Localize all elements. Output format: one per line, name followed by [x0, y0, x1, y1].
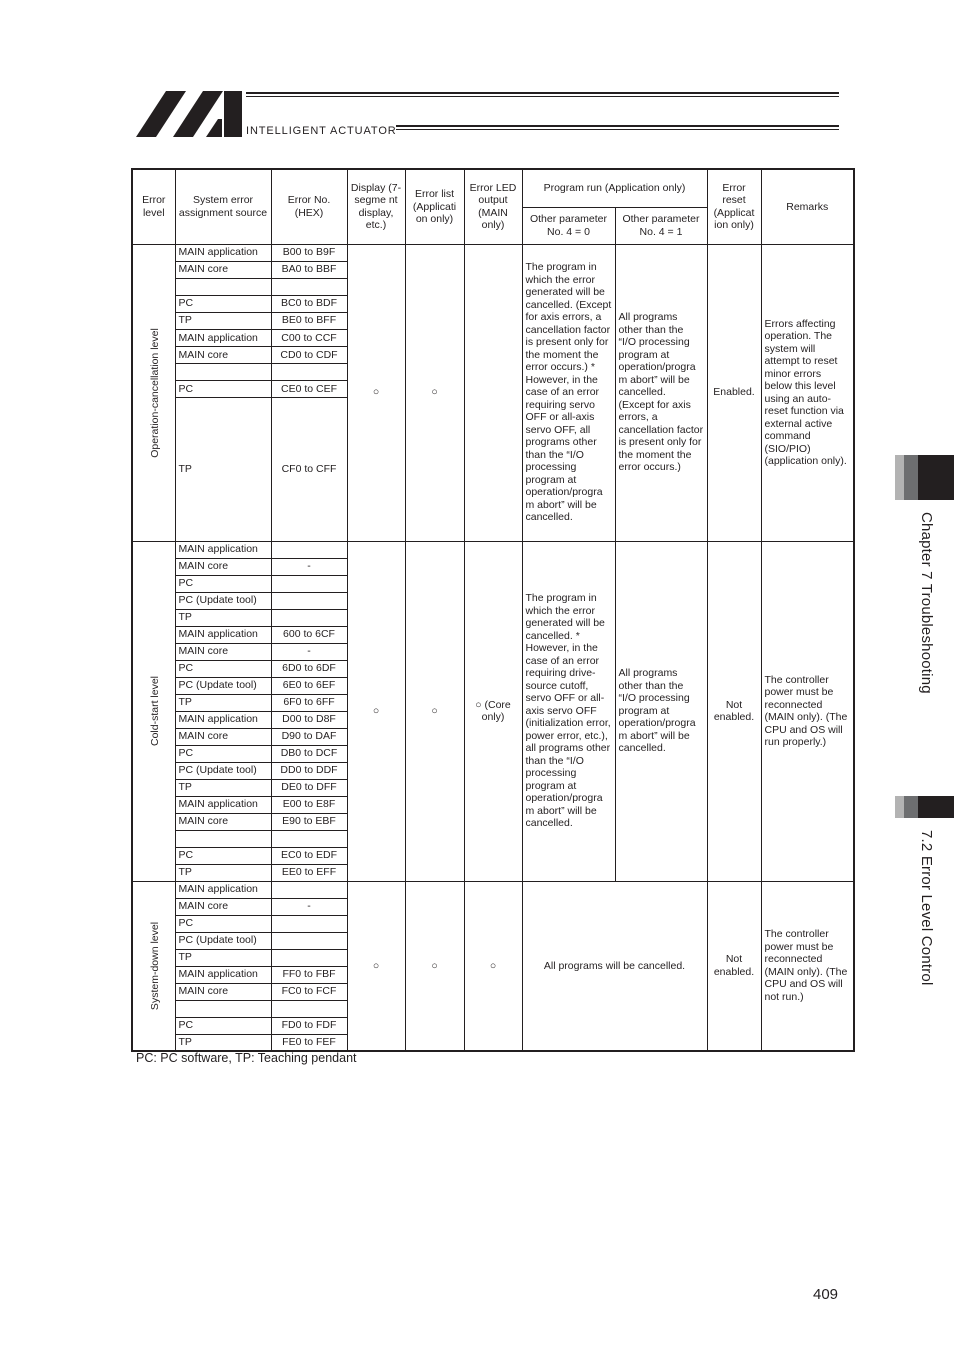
error-list-cell: ○ [405, 541, 464, 881]
error-no-cell [271, 949, 347, 966]
header-reset: Error reset (Applicat ion only) [707, 169, 761, 244]
source-cell: MAIN core [175, 558, 271, 575]
page-number: 409 [813, 1286, 839, 1303]
error-no-cell [271, 541, 347, 558]
header-rule [246, 96, 839, 97]
source-cell: PC [175, 660, 271, 677]
source-cell: PC (Update tool) [175, 762, 271, 779]
source-cell: TP [175, 397, 271, 541]
error-no-cell: 6F0 to 6FF [271, 694, 347, 711]
source-cell: PC [175, 915, 271, 932]
param-1-cell: All programs other than the “I/O processing program at operation/progra m abort” will be cancelled. [615, 541, 707, 881]
error-no-cell [271, 881, 347, 898]
source-cell: MAIN core [175, 261, 271, 278]
error-no-cell [271, 363, 347, 380]
header-error-no: Error No. (HEX) [271, 169, 347, 244]
error-no-cell: 600 to 6CF [271, 626, 347, 643]
header-error-level: Error level [132, 169, 175, 244]
error-no-cell: FF0 to FBF [271, 966, 347, 983]
header-error-list: Error list (Applicati on only) [405, 169, 464, 244]
display-cell: ○ [347, 541, 405, 881]
footnote: PC: PC software, TP: Teaching pendant [136, 1051, 357, 1065]
error-no-cell: CF0 to CFF [271, 397, 347, 541]
error-no-cell: FE0 to FEF [271, 1034, 347, 1051]
header-program-run: Program run (Application only) [522, 169, 707, 207]
section-tab-marker [918, 796, 954, 818]
error-no-cell: B00 to B9F [271, 244, 347, 261]
chapter-tab-marker [895, 455, 904, 500]
error-no-cell: FD0 to FDF [271, 1017, 347, 1034]
header-led: Error LED output (MAIN only) [464, 169, 522, 244]
chapter-tab-marker [918, 455, 954, 500]
header-rule [396, 129, 839, 130]
section-title: 7.2 Error Level Control [918, 830, 935, 986]
error-no-cell: CD0 to CDF [271, 346, 347, 363]
error-no-cell: E90 to EBF [271, 813, 347, 830]
header-param-1: Other parameter No. 4 = 1 [615, 207, 707, 244]
error-level-text: System-down level [148, 921, 161, 1010]
error-level-text: Cold-start level [148, 675, 161, 747]
error-level-label [132, 541, 175, 881]
brand-name: INTELLIGENT ACTUATOR [246, 125, 397, 137]
source-cell: PC [175, 745, 271, 762]
source-cell: MAIN core [175, 898, 271, 915]
error-no-cell: BC0 to BDF [271, 295, 347, 312]
chapter-tab-marker [904, 455, 918, 500]
error-no-cell: CE0 to CEF [271, 380, 347, 397]
error-no-cell [271, 575, 347, 592]
error-no-cell [271, 915, 347, 932]
table-row [132, 541, 854, 558]
source-cell: PC (Update tool) [175, 677, 271, 694]
error-list-cell: ○ [405, 881, 464, 1051]
header-rule [246, 92, 839, 94]
error-no-cell: D00 to D8F [271, 711, 347, 728]
error-no-cell: DB0 to DCF [271, 745, 347, 762]
source-cell [175, 363, 271, 380]
source-cell: TP [175, 864, 271, 881]
source-cell: MAIN application [175, 626, 271, 643]
error-no-cell: 6D0 to 6DF [271, 660, 347, 677]
reset-cell: Not enabled. [707, 541, 761, 881]
section-tab-marker [904, 796, 918, 818]
error-no-cell: E00 to E8F [271, 796, 347, 813]
table-row [132, 244, 854, 261]
remarks-cell: The controller power must be reconnected (MAIN only). (The CPU and OS will not run.) [761, 881, 854, 1051]
error-level-table [131, 168, 855, 1052]
error-no-cell: BA0 to BBF [271, 261, 347, 278]
error-no-cell [271, 278, 347, 295]
display-cell: ○ [347, 881, 405, 1051]
source-cell: TP [175, 694, 271, 711]
chapter-title: Chapter 7 Troubleshooting [918, 512, 935, 694]
source-cell: MAIN core [175, 983, 271, 1000]
source-cell: MAIN application [175, 796, 271, 813]
led-cell: ○ [464, 881, 522, 1051]
error-no-cell: FC0 to FCF [271, 983, 347, 1000]
source-cell: TP [175, 1034, 271, 1051]
reset-cell: Enabled. [707, 244, 761, 541]
source-cell: PC [175, 1017, 271, 1034]
error-no-cell [271, 592, 347, 609]
source-cell: MAIN application [175, 881, 271, 898]
header-param-0: Other parameter No. 4 = 0 [522, 207, 615, 244]
led-cell: ○ (Core only) [464, 541, 522, 881]
program-run-cell: All programs will be cancelled. [522, 881, 707, 1051]
error-no-cell: EC0 to EDF [271, 847, 347, 864]
section-tab-marker [895, 796, 904, 818]
error-no-cell: C00 to CCF [271, 329, 347, 346]
error-no-cell: - [271, 643, 347, 660]
error-no-cell: 6E0 to 6EF [271, 677, 347, 694]
reset-cell: Not enabled. [707, 881, 761, 1051]
source-cell: PC (Update tool) [175, 592, 271, 609]
source-cell: MAIN application [175, 966, 271, 983]
param-1-cell: All programs other than the “I/O processing program at operation/progra m abort” will be cancelled. (Except for axis errors, a cancellation factor is present only for the moment the error occurs.) [615, 244, 707, 541]
error-no-cell [271, 932, 347, 949]
source-cell: TP [175, 312, 271, 329]
source-cell: PC [175, 295, 271, 312]
source-cell: MAIN core [175, 346, 271, 363]
error-no-cell: BE0 to BFF [271, 312, 347, 329]
source-cell: TP [175, 609, 271, 626]
table-row [132, 881, 854, 898]
param-0-cell: The program in which the error generated will be cancelled. * However, in the case of an error requiring drive-source cutoff, servo OFF or all-axis servo OFF (initialization error, power error, etc.), all programs other than the “I/O processing program at operation/progra m abort” will be cancelled. [522, 541, 615, 881]
header-source: System error assignment source [175, 169, 271, 244]
error-no-cell: D90 to DAF [271, 728, 347, 745]
source-cell: PC [175, 847, 271, 864]
source-cell: MAIN core [175, 813, 271, 830]
source-cell: PC (Update tool) [175, 932, 271, 949]
source-cell: TP [175, 779, 271, 796]
source-cell: MAIN core [175, 643, 271, 660]
source-cell [175, 830, 271, 847]
error-level-text: Operation-cancellation level [148, 327, 161, 458]
error-level-label [132, 881, 175, 1051]
remarks-cell: Errors affecting operation. The system will attempt to reset minor errors below this level using an auto-reset function via external active command (SIO/PIO) (application only). [761, 244, 854, 541]
source-cell: MAIN core [175, 728, 271, 745]
source-cell: MAIN application [175, 244, 271, 261]
error-no-cell: EE0 to EFF [271, 864, 347, 881]
source-cell: PC [175, 575, 271, 592]
display-cell: ○ [347, 244, 405, 541]
error-no-cell: DD0 to DDF [271, 762, 347, 779]
error-no-cell [271, 609, 347, 626]
header-display: Display (7-segme nt display, etc.) [347, 169, 405, 244]
error-list-cell: ○ [405, 244, 464, 541]
source-cell: MAIN application [175, 711, 271, 728]
error-no-cell: - [271, 558, 347, 575]
source-cell: TP [175, 949, 271, 966]
param-0-cell: The program in which the error generated will be cancelled. (Except for axis errors, a cancellation factor is present only for the moment the error occurs.) * However, in the case of an error requiring servo OFF or all-axis servo OFF, all programs other than the “I/O processing program at operation/progra m abort” will be cancelled. [522, 244, 615, 541]
source-cell [175, 1000, 271, 1017]
source-cell: PC [175, 380, 271, 397]
source-cell [175, 278, 271, 295]
led-cell [464, 244, 522, 541]
error-no-cell: DE0 to DFF [271, 779, 347, 796]
error-no-cell: - [271, 898, 347, 915]
source-cell: MAIN application [175, 541, 271, 558]
source-cell: MAIN application [175, 329, 271, 346]
header-rule [396, 125, 839, 127]
header-remarks: Remarks [761, 169, 854, 244]
error-no-cell [271, 1000, 347, 1017]
error-level-label [132, 244, 175, 541]
error-no-cell [271, 830, 347, 847]
company-logo [136, 91, 246, 137]
remarks-cell: The controller power must be reconnected (MAIN only). (The CPU and OS will run properly.) [761, 541, 854, 881]
